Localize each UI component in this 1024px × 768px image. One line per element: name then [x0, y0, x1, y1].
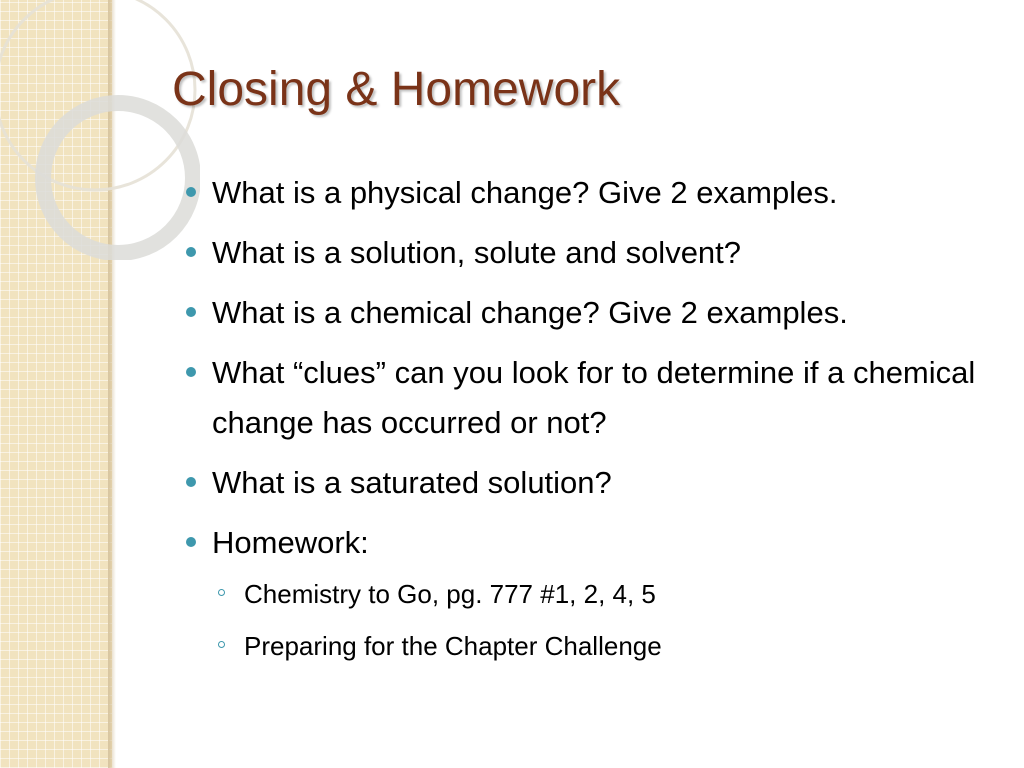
decorative-rings [0, 0, 200, 260]
decorative-ring-lower [43, 103, 193, 253]
bullet-dot-icon [186, 477, 196, 487]
bullet-text: What “clues” can you look for to determine if a chemical change has occurred or not? [212, 355, 976, 440]
list-item [186, 288, 1006, 338]
bullet-list [186, 168, 1006, 668]
list-item-homework [186, 518, 1006, 668]
sub-bullet-text: Chemistry to Go, pg. 777 #1, 2, 4, 5 [244, 579, 656, 609]
decorative-ring-upper [0, 0, 195, 190]
bullet-dot-icon [186, 367, 196, 377]
homework-sub-list [212, 572, 1006, 668]
slide-title: Closing & Homework [172, 63, 621, 116]
bullet-dot-icon [186, 247, 196, 257]
bullet-text: What is a saturated solution? [212, 465, 612, 500]
bullet-dot-icon [186, 307, 196, 317]
bullet-dot-icon [186, 537, 196, 547]
list-item [186, 348, 1006, 448]
sub-list-item [212, 624, 1006, 668]
hollow-circle-bullet-icon [218, 589, 225, 596]
bullet-dot-icon [186, 187, 196, 197]
slide-body [186, 168, 1006, 678]
list-item [186, 458, 1006, 508]
bullet-text: What is a physical change? Give 2 examples. [212, 175, 838, 210]
sub-bullet-text: Preparing for the Chapter Challenge [244, 631, 662, 661]
list-item [186, 168, 1006, 218]
hollow-circle-bullet-icon [218, 641, 225, 648]
bullet-text: What is a chemical change? Give 2 examples. [212, 295, 848, 330]
bullet-text: Homework: [212, 525, 369, 560]
list-item [186, 228, 1006, 278]
bullet-text: What is a solution, solute and solvent? [212, 235, 742, 270]
sub-list-item [212, 572, 1006, 616]
